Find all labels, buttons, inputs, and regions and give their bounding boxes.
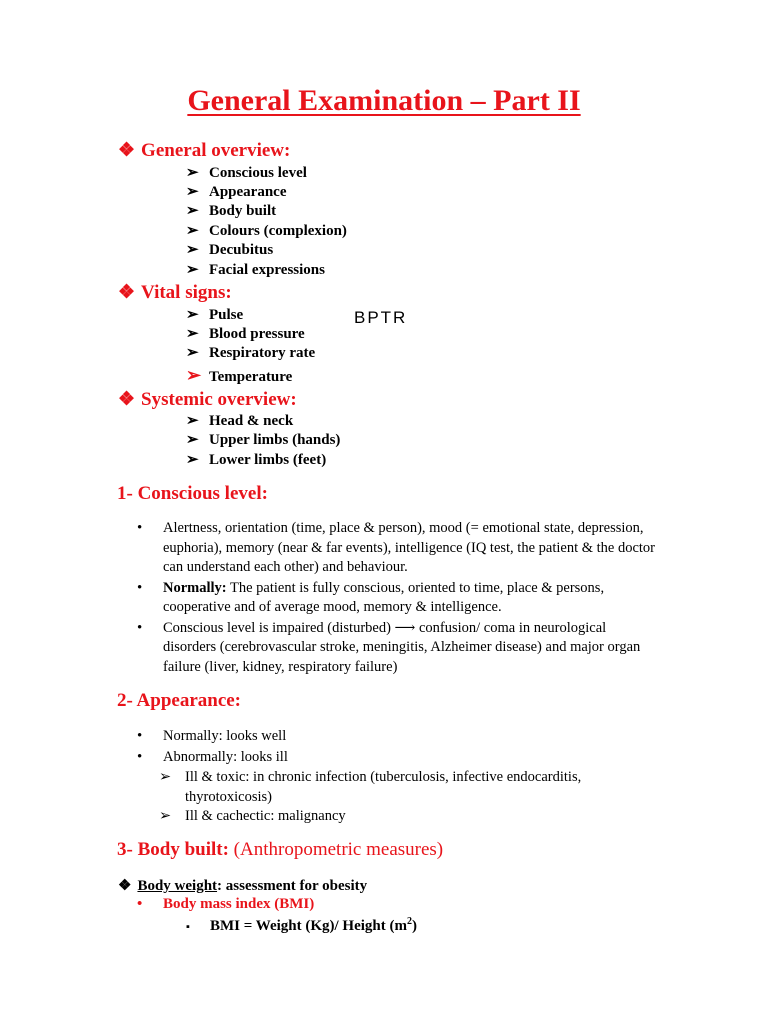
arrow-bullet-icon: ➢ (186, 165, 199, 181)
bmi-heading: • Body mass index (BMI) (137, 896, 315, 912)
arrow-bullet-icon: ➢ (186, 413, 199, 429)
section-heading-conscious-level: 1- Conscious level: (117, 483, 268, 504)
arrow-bullet-icon: ➢ (186, 242, 199, 258)
arrow-bullet-icon: ➢ (186, 326, 199, 342)
list-item: • Normally: looks well (137, 727, 657, 747)
diamond-bullet-icon: ❖ (118, 140, 136, 161)
arrow-bullet-icon: ➢ (186, 184, 199, 200)
section-heading-appearance: 2- Appearance: (117, 690, 242, 711)
systemic-overview-heading: ❖ Systemic overview: (118, 389, 297, 410)
arrow-bullet-icon: ➢ (159, 769, 172, 785)
list-item: ➢ Pulse (186, 307, 244, 323)
list-item: ➢ Lower limbs (feet) (186, 452, 327, 468)
list-item: ➢ Temperature (186, 365, 293, 385)
arrow-bullet-icon: ➢ (186, 223, 199, 239)
list-item: ➢ Respiratory rate (186, 345, 316, 361)
vital-signs-heading: ❖ Vital signs: (118, 282, 232, 303)
sub-list-item: ➢ Ill & toxic: in chronic infection (tuberculosis, infective endocarditis, thyrotoxicosis) (159, 769, 582, 805)
arrow-bullet-icon: ➢ (186, 452, 199, 468)
conscious-level-list (137, 519, 657, 678)
page-title: General Examination – Part II (187, 84, 581, 117)
diamond-bullet-icon: ❖ (118, 389, 136, 410)
sub-list-item: ➢ Ill & cachectic: malignancy (159, 807, 657, 827)
arrow-bullet-icon: ➢ (159, 808, 172, 824)
section-heading-body-built: 3- Body built: (Anthropometric measures) (117, 839, 444, 860)
list-item: ➢ Blood pressure (186, 326, 305, 342)
list-item: ➢ Body built (186, 203, 277, 219)
arrow-bullet-icon: ➢ (186, 262, 199, 278)
list-item: ➢ Appearance (186, 184, 287, 200)
list-item: ➢ Head & neck (186, 413, 294, 429)
diamond-bullet-icon: ❖ (118, 282, 136, 303)
list-item: ➢ Facial expressions (186, 262, 325, 278)
diamond-bullet-icon: ❖ (118, 878, 132, 894)
list-item: ➢ Conscious level (186, 165, 307, 181)
list-item: ➢ Decubitus (186, 242, 274, 258)
general-overview-heading: ❖ General overview: (118, 140, 291, 161)
bmi-formula: ▪ BMI = Weight (Kg)/ Height $(m^2)$ (186, 916, 418, 934)
arrow-bullet-icon: ➢ (186, 432, 199, 448)
appearance-list (137, 727, 657, 827)
list-item: • Conscious level is impaired (disturbed) ⟶ confusion/ coma in neurological disorders (cerebrovascular stroke, meningitis, Alzheimer disease) and major organ failure (liver, kidney, respiratory failure) (137, 619, 657, 678)
list-item: • Alertness, orientation (time, place & person), mood (= emotional state, depression, euphoria), memory (near & far events), intelligence (IQ test, the patient & the doctor can understand each other) and behaviour. (137, 519, 657, 578)
bptr-mnemonic: BPTR (354, 308, 408, 327)
square-bullet-icon: ▪ (186, 921, 190, 933)
arrow-bullet-icon: ➢ (186, 365, 202, 385)
body-weight-item: ❖ Body weight: assessment for obesity (118, 878, 368, 894)
list-item: • Normally: The patient is fully conscious, oriented to time, place & persons, cooperative and of average mood, memory & intelligence. (137, 579, 657, 618)
list-item: ➢ Colours (complexion) (186, 223, 347, 239)
arrow-bullet-icon: ➢ (186, 203, 199, 219)
arrow-bullet-icon: ➢ (186, 307, 199, 323)
arrow-bullet-icon: ➢ (186, 345, 199, 361)
list-item: • Abnormally: looks ill (137, 748, 657, 768)
list-item: ➢ Upper limbs (hands) (186, 432, 341, 448)
